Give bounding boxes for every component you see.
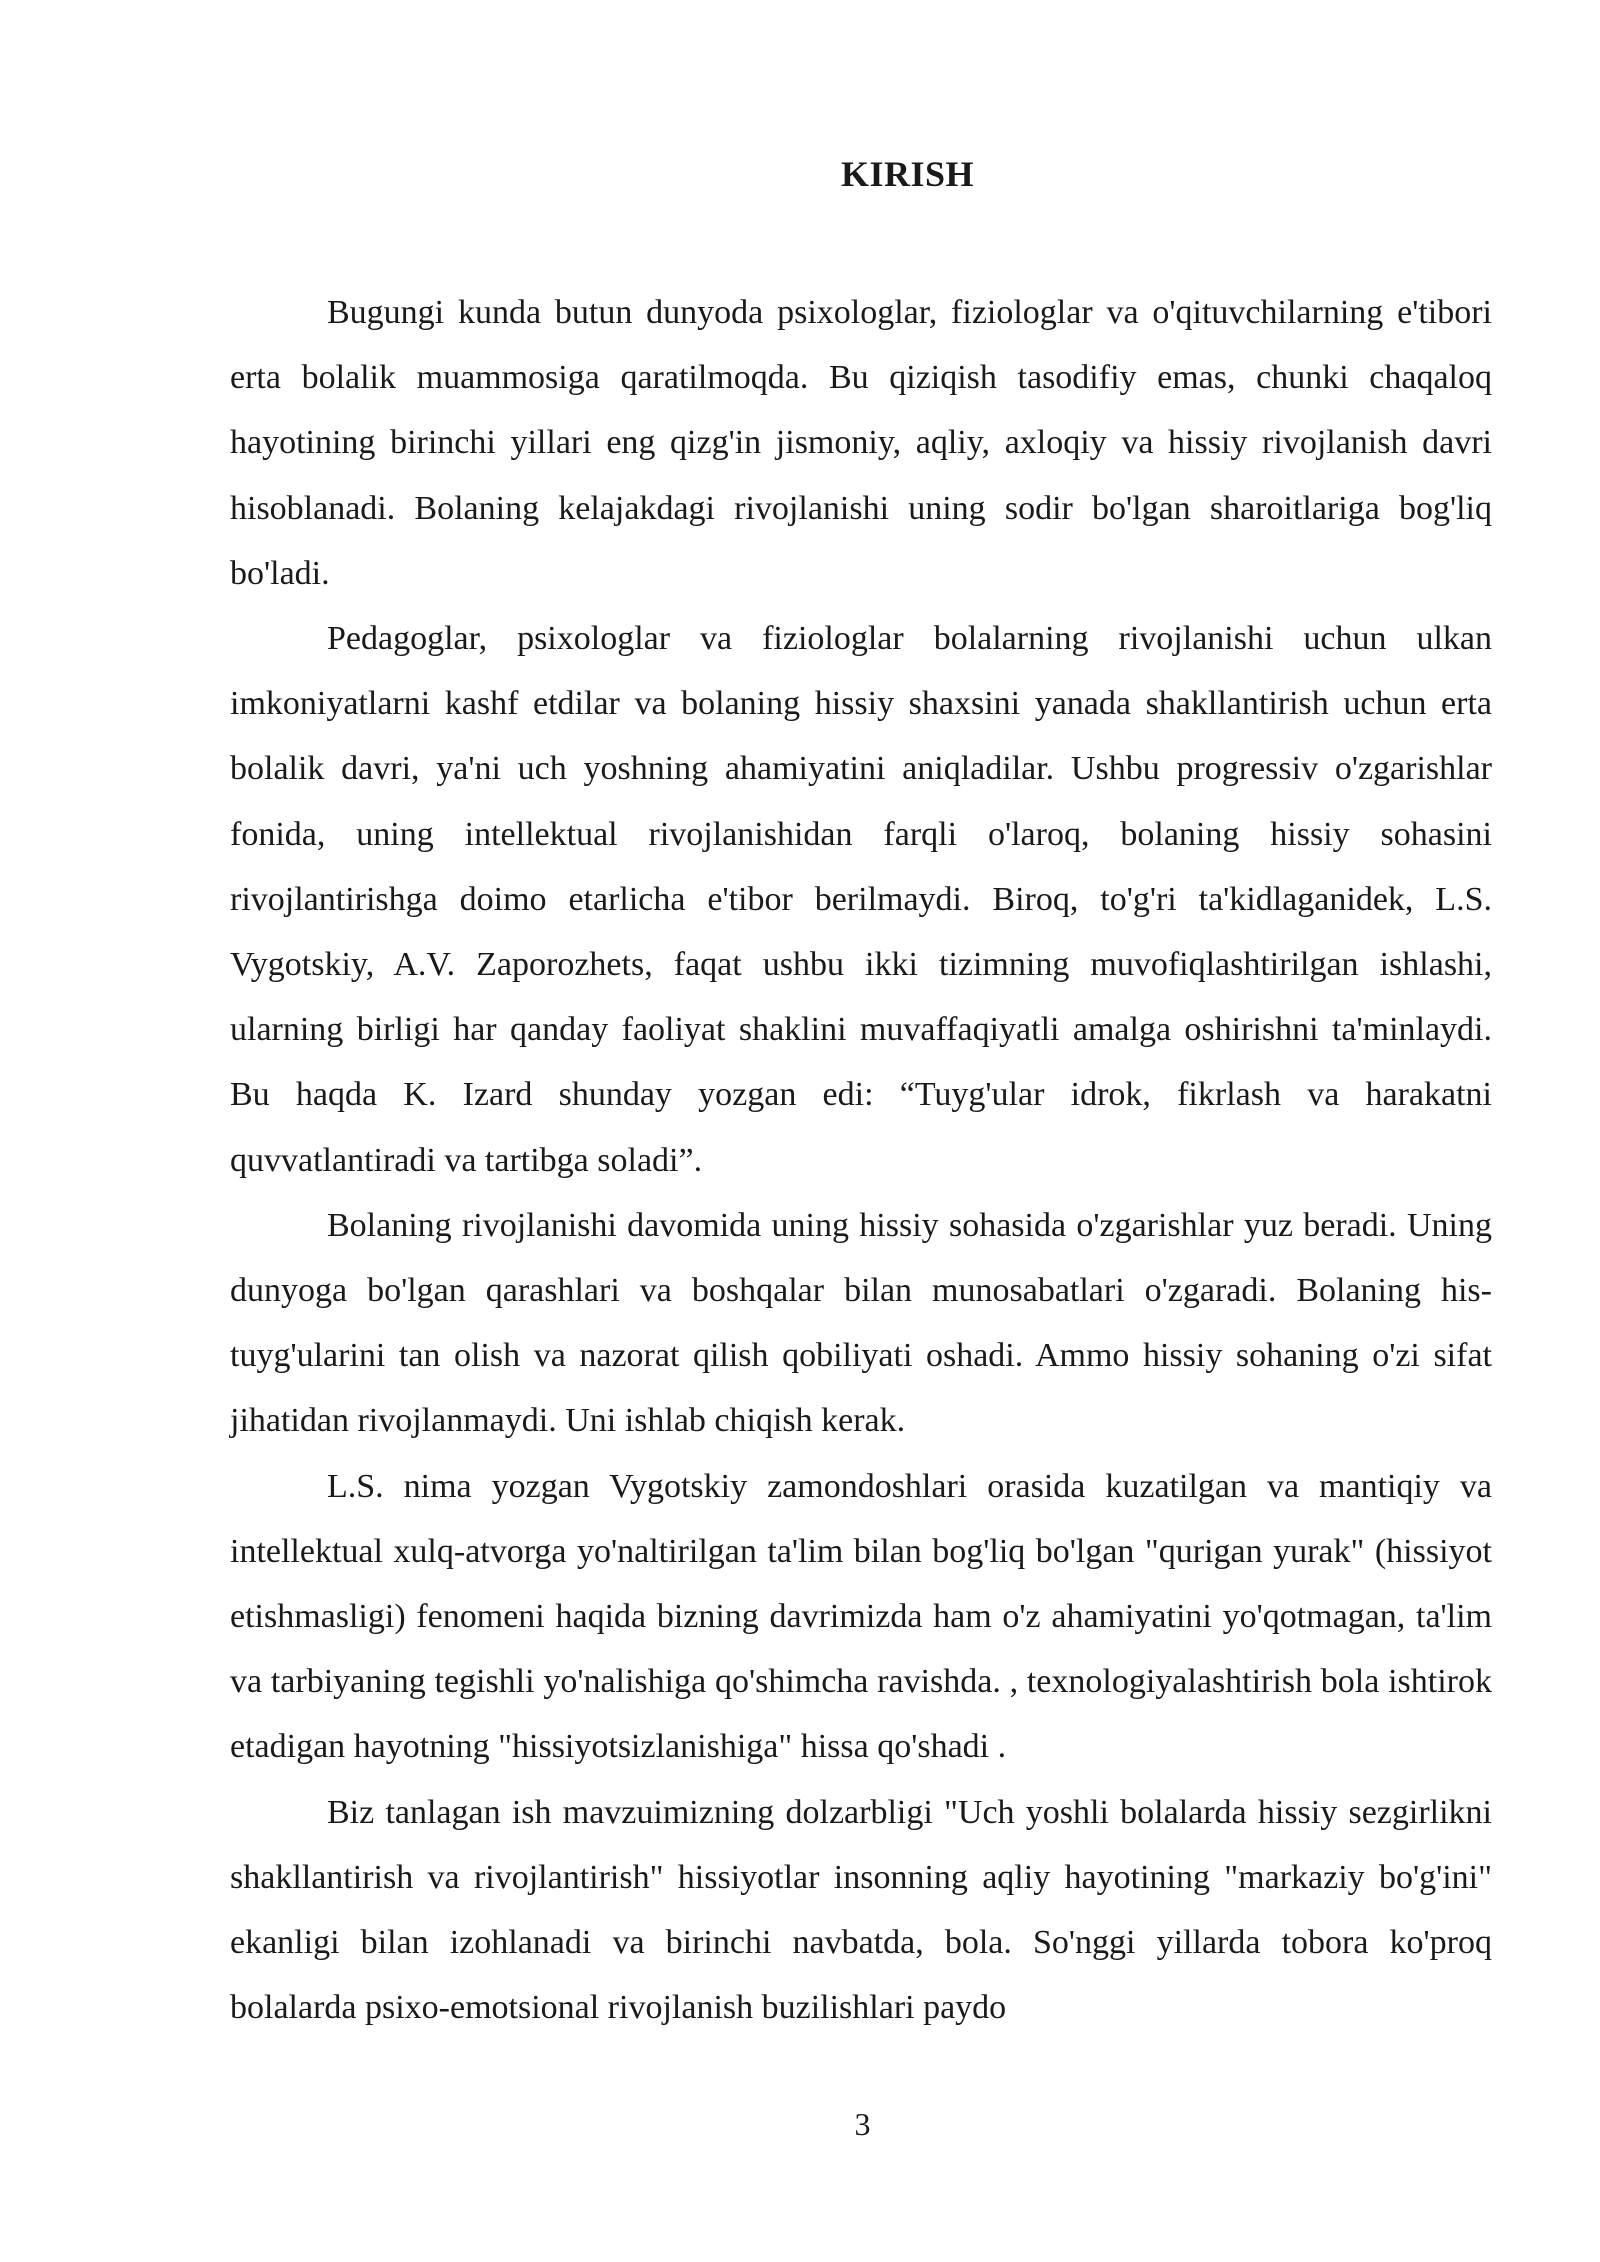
body-text [230, 280, 1492, 2040]
section-heading: KIRISH [840, 154, 975, 194]
paragraph-2: Pedagoglar, psixologlar va fiziologlar bolalarning rivojlanishi uchun ulkan imkoniyatlarni kashf etdilar va bolaning hissiy shaxsini yanada shakllantirish uchun erta bolalik davri, ya'ni uch yoshning ahamiyatini aniqladilar. Ushbu progressiv o'zgarishlar fonida, uning intellektual rivojlanishidan farqli o'laroq, bolaning hissiy sohasini rivojlantirishga doimo etarlicha e'tibor berilmaydi. Biroq, to'g'ri ta'kidlaganidek, L.S. Vygotskiy, A.V. Zaporozhets, faqat ushbu ikki tizimning muvofiqlashtirilgan ishlashi, ularning birligi har qanday faoliyat shaklini muvaffaqiyatli amalga oshirishni ta'minlaydi. Bu haqda K. Izard shunday yozgan edi: “Tuyg'ular idrok, fikrlash va harakatni quvvatlantiradi va tartibga soladi”. [230, 620, 1492, 1179]
paragraph-1: Bugungi kunda butun dunyoda psixologlar, fiziologlar va o'qituvchilarning e'tibori erta bolalik muammosiga qaratilmoqda. Bu qiziqish tasodifiy emas, chunki chaqaloq hayotining birinchi yillari eng qizg'in jismoniy, aqliy, axloqiy va hissiy rivojlanish davri hisoblanadi. Bolaning kelajakdagi rivojlanishi uning sodir bo'lgan sharoitlariga bog'liq bo'ladi. [230, 294, 1492, 592]
paragraph-4: L.S. nima yozgan Vygotskiy zamondoshlari orasida kuzatilgan va mantiqiy va intellektual xulq-atvorga yo'naltirilgan ta'lim bilan bog'liq bo'lgan "qurigan yurak" (hissiyot etishmasligi) fenomeni haqida bizning davrimizda ham o'z ahamiyatini yo'qotmagan, ta'lim va tarbiyaning tegishli yo'nalishiga qo'shimcha ravishda. , texnologiyalashtirish bola ishtirok etadigan hayotning "hissiyotsizlanishiga" hissa qo'shadi . [230, 1467, 1492, 1766]
paragraph-5: Biz tanlagan ish mavzuimizning dolzarbligi "Uch yoshli bolalarda hissiy sezgirlikni shakllantirish va rivojlantirish" hissiyotlar insonning aqliy hayotining "markaziy bo'g'ini" ekanligi bilan izohlanadi va birinchi navbatda, bola. So'nggi yillarda tobora ko'proq bolalarda psixo-emotsional rivojlanish buzilishlari paydo [230, 1793, 1492, 2027]
page-number: 3 [854, 2106, 871, 2142]
paragraph-3: Bolaning rivojlanishi davomida uning hissiy sohasida o'zgarishlar yuz beradi. Uning dunyoga bo'lgan qarashlari va boshqalar bilan munosabatlari o'zgaradi. Bolaning his-tuyg'ularini tan olish va nazorat qilish qobiliyati oshadi. Ammo hissiy sohaning o'zi sifat jihatidan rivojlanmaydi. Uni ishlab chiqish kerak. [230, 1206, 1492, 1440]
